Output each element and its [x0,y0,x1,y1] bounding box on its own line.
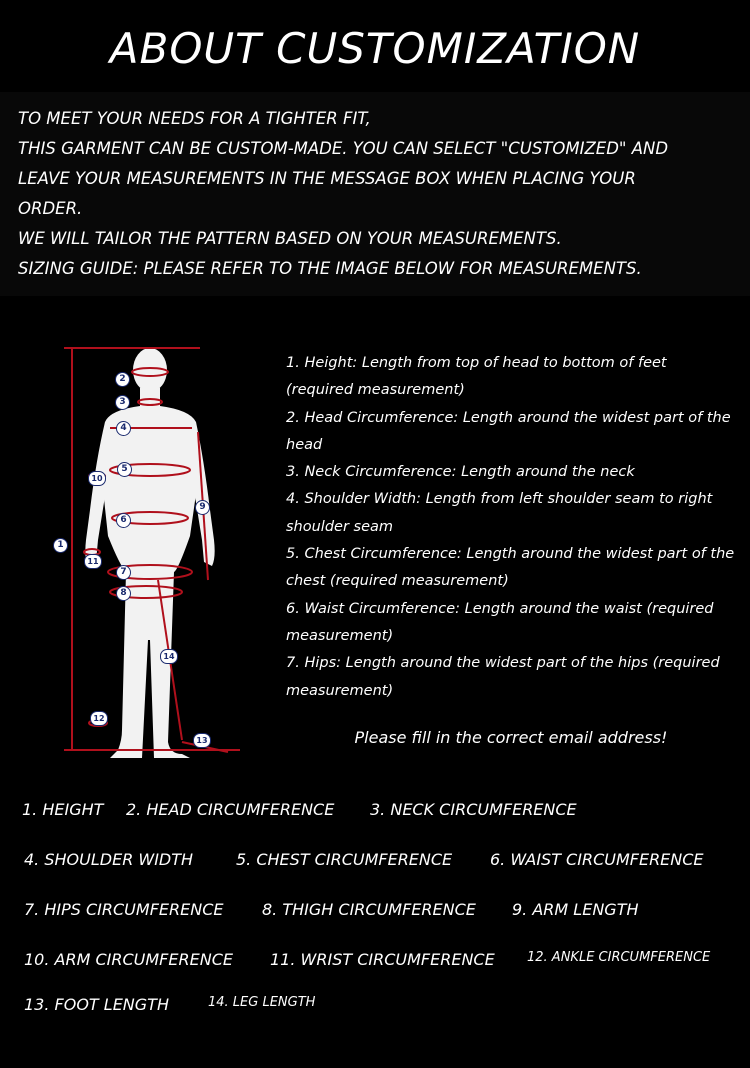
definition-item: 2. Head Circumference: Length around the widest part of the head [286,409,731,453]
measure-label: 3. NECK CIRCUMFERENCE [370,800,577,819]
measure-label: 14. LEG LENGTH [208,995,316,1010]
email-note: Please fill in the correct email address! [354,728,668,747]
marker-2: 2 [115,372,130,387]
measure-label: 9. ARM LENGTH [512,900,639,919]
intro-line: THIS GARMENT CAN BE CUSTOM-MADE. YOU CAN SELECT "CUSTOMIZED" AND [18,139,669,158]
intro-line: ORDER. [18,199,83,218]
marker-11: 11 [84,554,102,569]
marker-1: 1 [53,538,68,553]
measurement-definitions [286,350,736,705]
marker-8: 8 [116,586,131,601]
marker-12: 12 [90,711,108,726]
definition-item: 1. Height: Length from top of head to bottom of feet (required measurement) [286,355,667,399]
definition-item: 3. Neck Circumference: Length around the neck [286,464,635,481]
definition-item: 6. Waist Circumference: Length around the waist (required measurement) [286,600,714,644]
marker-4: 4 [116,421,131,436]
measure-label: 5. CHEST CIRCUMFERENCE [236,850,453,869]
definition-item: 7. Hips: Length around the widest part of the hips (required measurement) [286,655,720,699]
measure-label: 2. HEAD CIRCUMFERENCE [126,800,335,819]
measure-label: 1. HEIGHT [22,800,104,819]
measure-label: 10. ARM CIRCUMFERENCE [24,950,233,969]
measure-label: 12. ANKLE CIRCUMFERENCE [527,950,711,965]
figure-markers-layer [50,340,250,760]
definition-item: 4. Shoulder Width: Length from left shoulder seam to right shoulder seam [286,491,713,535]
intro-text [18,104,738,284]
page-title: ABOUT CUSTOMIZATION [109,24,641,73]
measure-label: 6. WAIST CIRCUMFERENCE [490,850,704,869]
measure-label: 8. THIGH CIRCUMFERENCE [262,900,476,919]
marker-9: 9 [195,500,210,515]
measure-label: 4. SHOULDER WIDTH [24,850,194,869]
measure-label: 13. FOOT LENGTH [24,995,169,1014]
measure-label: 7. HIPS CIRCUMFERENCE [24,900,224,919]
intro-line: WE WILL TAILOR THE PATTERN BASED ON YOUR MEASUREMENTS. [18,229,562,248]
marker-3: 3 [115,395,130,410]
marker-14: 14 [160,649,178,664]
definition-item: 5. Chest Circumference: Length around the widest part of the chest (required measurement) [286,546,735,590]
intro-line: SIZING GUIDE: PLEASE REFER TO THE IMAGE BELOW FOR MEASUREMENTS. [18,259,642,278]
measure-label: 11. WRIST CIRCUMFERENCE [270,950,495,969]
marker-5: 5 [117,462,132,477]
intro-line: TO MEET YOUR NEEDS FOR A TIGHTER FIT, [18,109,371,128]
marker-7: 7 [116,565,131,580]
marker-10: 10 [88,471,106,486]
marker-13: 13 [193,733,211,748]
marker-6: 6 [116,513,131,528]
intro-line: LEAVE YOUR MEASUREMENTS IN THE MESSAGE BOX WHEN PLACING YOUR [18,169,636,188]
